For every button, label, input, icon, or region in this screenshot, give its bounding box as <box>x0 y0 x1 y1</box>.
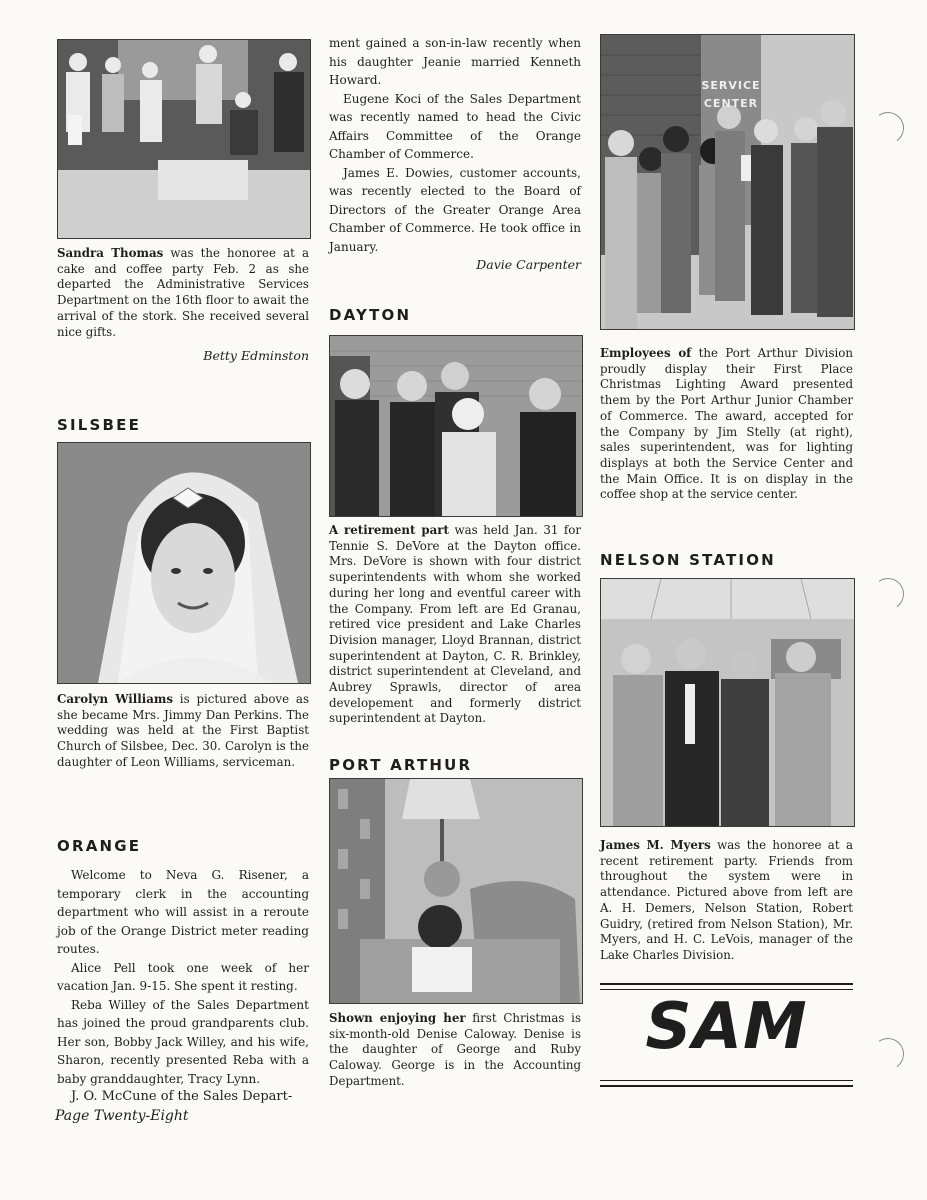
port-arthur-caption: Employees of the Port Arthur Division proudly display their First Place Christmas Lighting Award presented them by the Port Arthur Junior Chamber of Commerce. The award, accepted for the Company by Jim Stelly (at right), sales superintendent, was for lighting displays at both the Service Center and the Main Office. It is on display in the coffee shop at the service center. <box>600 346 853 502</box>
photo-baby-christmas <box>329 778 583 1004</box>
williams-caption: Carolyn Williams is pictured above as she became Mrs. Jimmy Dan Perkins. The wedding was held at the First Baptist Church of Silsbee, Dec. 30. Carolyn is the daughter of Leon Williams, serviceman. <box>57 692 309 769</box>
continued-paragraph: James E. Dowies, customer accounts, was recently elected to the Board of Directors of the Greater Orange Area Chamber of Commerce. He took office in January. <box>329 165 581 254</box>
logo-rule-top <box>600 983 853 985</box>
photo-port-arthur-award <box>600 34 855 330</box>
continued-paragraph: ment gained a son-in-law recently when his daughter Jeanie married Kenneth Howard. <box>329 36 581 87</box>
orange-heading: ORANGE <box>57 837 142 855</box>
port-arthur-heading: PORT ARTHUR <box>329 756 473 774</box>
orange-paragraph: Alice Pell took one week of her vacation Jan. 9-15. She spent it resting. <box>57 960 309 993</box>
logo-rule-bottom <box>600 1080 853 1081</box>
page-number: Page Twenty-Eight <box>55 1108 189 1124</box>
myers-caption: James M. Myers was the honoree at a recent retirement party. Friends from throughout the system were in attendance. Pictured above from left are A. H. Demers, Nelson Station, Robert Guidry, (retired from Nelson Station), Mr. Myers, and H. C. LeVois, manager of the Lake Charles Division. <box>600 838 853 962</box>
orange-news <box>57 866 309 1107</box>
photo-office-party <box>57 39 311 239</box>
binder-hole-middle <box>869 575 906 612</box>
thomas-caption: Sandra Thomas was the honoree at a cake and coffee party Feb. 2 as she departed the Administrative Services Department on the 16th floor to await the arrival of the stork. She received several nice gifts. <box>57 246 309 339</box>
orange-paragraph: Reba Willey of the Sales Department has joined the proud grandparents club. Her son, Bobby Jack Willey, and his wife, Sharon, recently presented Reba with a baby granddaughter, Tracy Lynn. <box>57 997 309 1086</box>
photo-bride <box>57 442 311 684</box>
orange-paragraph: Welcome to Neva G. Risener, a temporary clerk in the accounting department who will assist in a reroute job of the Orange District meter reading routes. <box>57 868 309 956</box>
dayton-heading: DAYTON <box>329 306 412 324</box>
service-center-sign: SERVICE CENTER <box>701 79 761 110</box>
nelson-station-heading: NELSON STATION <box>600 551 776 569</box>
silsbee-heading: SILSBEE <box>57 416 142 434</box>
caloway-caption: Shown enjoying her first Christmas is six-month-old Denise Caloway. Denise is the daughter of George and Ruby Caloway. George is in the Accounting Department. <box>329 1011 581 1088</box>
sam-logo: SAM <box>645 990 808 1064</box>
signature-betty: Betty Edminston <box>203 348 309 363</box>
binder-hole-bottom <box>869 1035 906 1072</box>
signature-davie: Davie Carpenter <box>476 257 581 272</box>
logo-rule-bottom-2 <box>600 1085 853 1087</box>
binder-hole-top <box>869 109 906 146</box>
orange-paragraph: J. O. McCune of the Sales Depart- <box>71 1089 293 1104</box>
photo-nelson-station <box>600 578 855 827</box>
dayton-caption: A retirement part was held Jan. 31 for Tennie S. DeVore at the Dayton office. Mrs. DeVore is shown with four district superintendents with whom she worked during her long and eventful career with the Company. From left are Ed Granau, retired vice president and Lake Charles Division manager, Lloyd Brannan, district superintendent at Dayton, C. R. Brinkley, district superintendent at Cleveland, and Aubrey Sprawls, director of area developement and formerly district superintendent at Dayton. <box>329 523 581 726</box>
photo-dayton-retirement <box>329 335 583 517</box>
orange-news-continued <box>329 34 581 256</box>
continued-paragraph: Eugene Koci of the Sales Department was recently named to head the Civic Affairs Committee of the Orange Chamber of Commerce. <box>329 91 581 161</box>
